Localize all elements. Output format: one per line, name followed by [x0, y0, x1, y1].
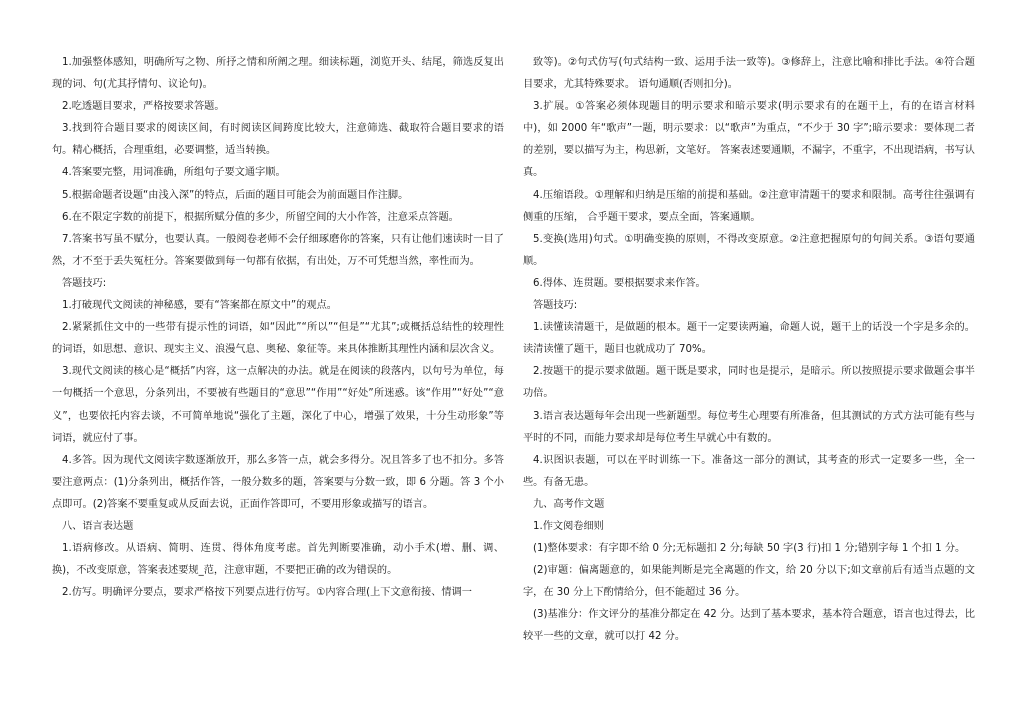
- paragraph: 2.吃透题目要求，严格按要求答题。: [62, 101, 225, 113]
- paragraph: 答题技巧:: [533, 300, 578, 312]
- paragraph: (3)基准分：作文评分的基准分都定在 42 分。达到了基本要求，基本符合题意，语言也过得去，比较平一些的文章，就可以打 42 分。: [523, 609, 975, 643]
- paragraph: 八、语言表达题: [62, 520, 134, 532]
- paragraph: 2.按题干的提示要求做题。题干既是要求，同时也是提示，是暗示。所以按照提示要求做题会事半功倍。: [523, 366, 975, 400]
- paragraph: 1.读懂读清题干，是做题的根本。题干一定要读两遍，命题人说，题干上的话没一个字是多余的。读清读懂了题干，题目也就成功了 70%。: [523, 322, 975, 356]
- right-column: [523, 52, 975, 649]
- left-column: [52, 52, 504, 604]
- paragraph: 4.压缩语段。①理解和归纳是压缩的前提和基础。②注意审清题干的要求和限制。高考往往强调有侧重的压缩， 合乎题干要求，要点全面，答案通顺。: [523, 189, 975, 223]
- paragraph: 答题技巧:: [62, 277, 107, 289]
- paragraph: 3.现代文阅读的核心是“概括”内容，这一点解决的办法。就是在阅读的段落内，以句号为单位，每一句概括一个意思，分条列出，不要被有些题目的“意思”“作用”“好处”所迷惑。该“作用”“好处”“意义”，也要依托内容去谈，不可简单地说“强化了主题，深化了中心，增强了效果，十分生动形象”等词语，就应付了事。: [52, 366, 504, 444]
- paragraph: 7.答案书写虽不赋分，也要认真。一般阅卷老师不会仔细琢磨你的答案，只有让他们速读时一目了然，才不至于丢失冤枉分。答案要做到每一句都有依据，有出处，万不可凭想当然，率性而为。: [52, 233, 504, 267]
- paragraph: 3.语言表达题每年会出现一些新题型。每位考生心理要有所准备，但其测试的方式方法可能有些与平时的不同，而能力要求却是每位考生早就心中有数的。: [523, 410, 975, 444]
- paragraph: 致等)。②句式仿写(句式结构一致、运用手法一致等)。③修辞上，注意比喻和排比手法。④符合题目要求，尤其特殊要求。 语句通顺(否则扣分)。: [523, 57, 975, 91]
- paragraph: 4.识图识表题，可以在平时训练一下。准备这一部分的测试，其考查的形式一定要多一些，全一些。有备无患。: [523, 454, 975, 488]
- paragraph: 3.找到符合题目要求的阅读区间，有时阅读区间跨度比较大，注意筛选、截取符合题目要求的语句。精心概括，合理重组，必要调整，适当转换。: [52, 123, 504, 157]
- paragraph: 2.紧紧抓住文中的一些带有提示性的词语，如“因此”“所以”“但是”“尤其”;或概括总结性的较理性的词语，如思想、意识、现实主义、浪漫气息、奥秘、象征等。来具体推断其理性内涵和层次含义。: [52, 322, 504, 356]
- paragraph: 6.在不限定字数的前提下，根据所赋分值的多少，所留空间的大小作答，注意采点答题。: [62, 211, 459, 223]
- paragraph: 4.多答。因为现代文阅读字数逐渐放开，那么多答一点，就会多得分。况且答多了也不扣分。多答要注意两点：(1)分条列出，概括作答，一般分数多的题，答案要与分数一致，即 6 分题。答 3 个小点即可。(2)答案不要重复或从反面去说，正面作答即可，不要用形象或描写的语言。: [52, 454, 504, 510]
- paragraph: 1.语病修改。从语病、简明、连贯、得体角度考虑。首先判断要准确，动小手术(增、删、调、换)，不改变原意，答案表述要规_范，注意审题，不要把正确的改为错误的。: [52, 543, 504, 577]
- paragraph: 九、高考作文题: [533, 498, 605, 510]
- paragraph: 5.变换(选用)句式。①明确变换的原则，不得改变原意。②注意把握原句的句间关系。③语句要通顺。: [523, 233, 975, 267]
- paragraph: 5.根据命题者设题“由浅入深”的特点，后面的题目可能会为前面题目作注脚。: [62, 189, 409, 201]
- paragraph: (2)审题：偏离题意的，如果能判断是完全离题的作文，给 20 分以下;如文章前后有适当点题的文字，在 30 分上下酌情给分，但不能超过 36 分。: [523, 565, 975, 599]
- paragraph: 1.打破现代文阅读的神秘感，要有“答案都在原文中”的观点。: [62, 300, 337, 312]
- paragraph: (1)整体要求：有字即不给 0 分;无标题扣 2 分;每缺 50 字(3 行)扣 1 分;错别字每 1 个扣 1 分。: [533, 543, 966, 555]
- paragraph: 1.加强整体感知，明确所写之物、所抒之情和所阐之理。细读标题，浏览开头、结尾，筛选反复出现的词、句(尤其抒情句、议论句)。: [52, 57, 504, 91]
- paragraph: 3.扩展。①答案必须体现题目的明示要求和暗示要求(明示要求有的在题干上，有的在语言材料中)，如 2000 年“歌声”一题，明示要求：以“歌声”为重点，“不少于 30 字”;暗示要求：要体现二者的差别，要以描写为主，构思新，文笔好。 答案表述要通顺，不漏字，不重字，不出现语病，书写认真。: [523, 101, 975, 179]
- paragraph: 2.仿写。明确评分要点，要求严格按下列要点进行仿写。①内容合理(上下文意衔接、情调一: [62, 587, 472, 599]
- paragraph: 6.得体、连贯题。要根据要求来作答。: [533, 277, 706, 289]
- paragraph: 1.作文阅卷细则: [533, 520, 604, 532]
- paragraph: 4.答案要完整，用词准确，所组句子要文通字顺。: [62, 167, 286, 179]
